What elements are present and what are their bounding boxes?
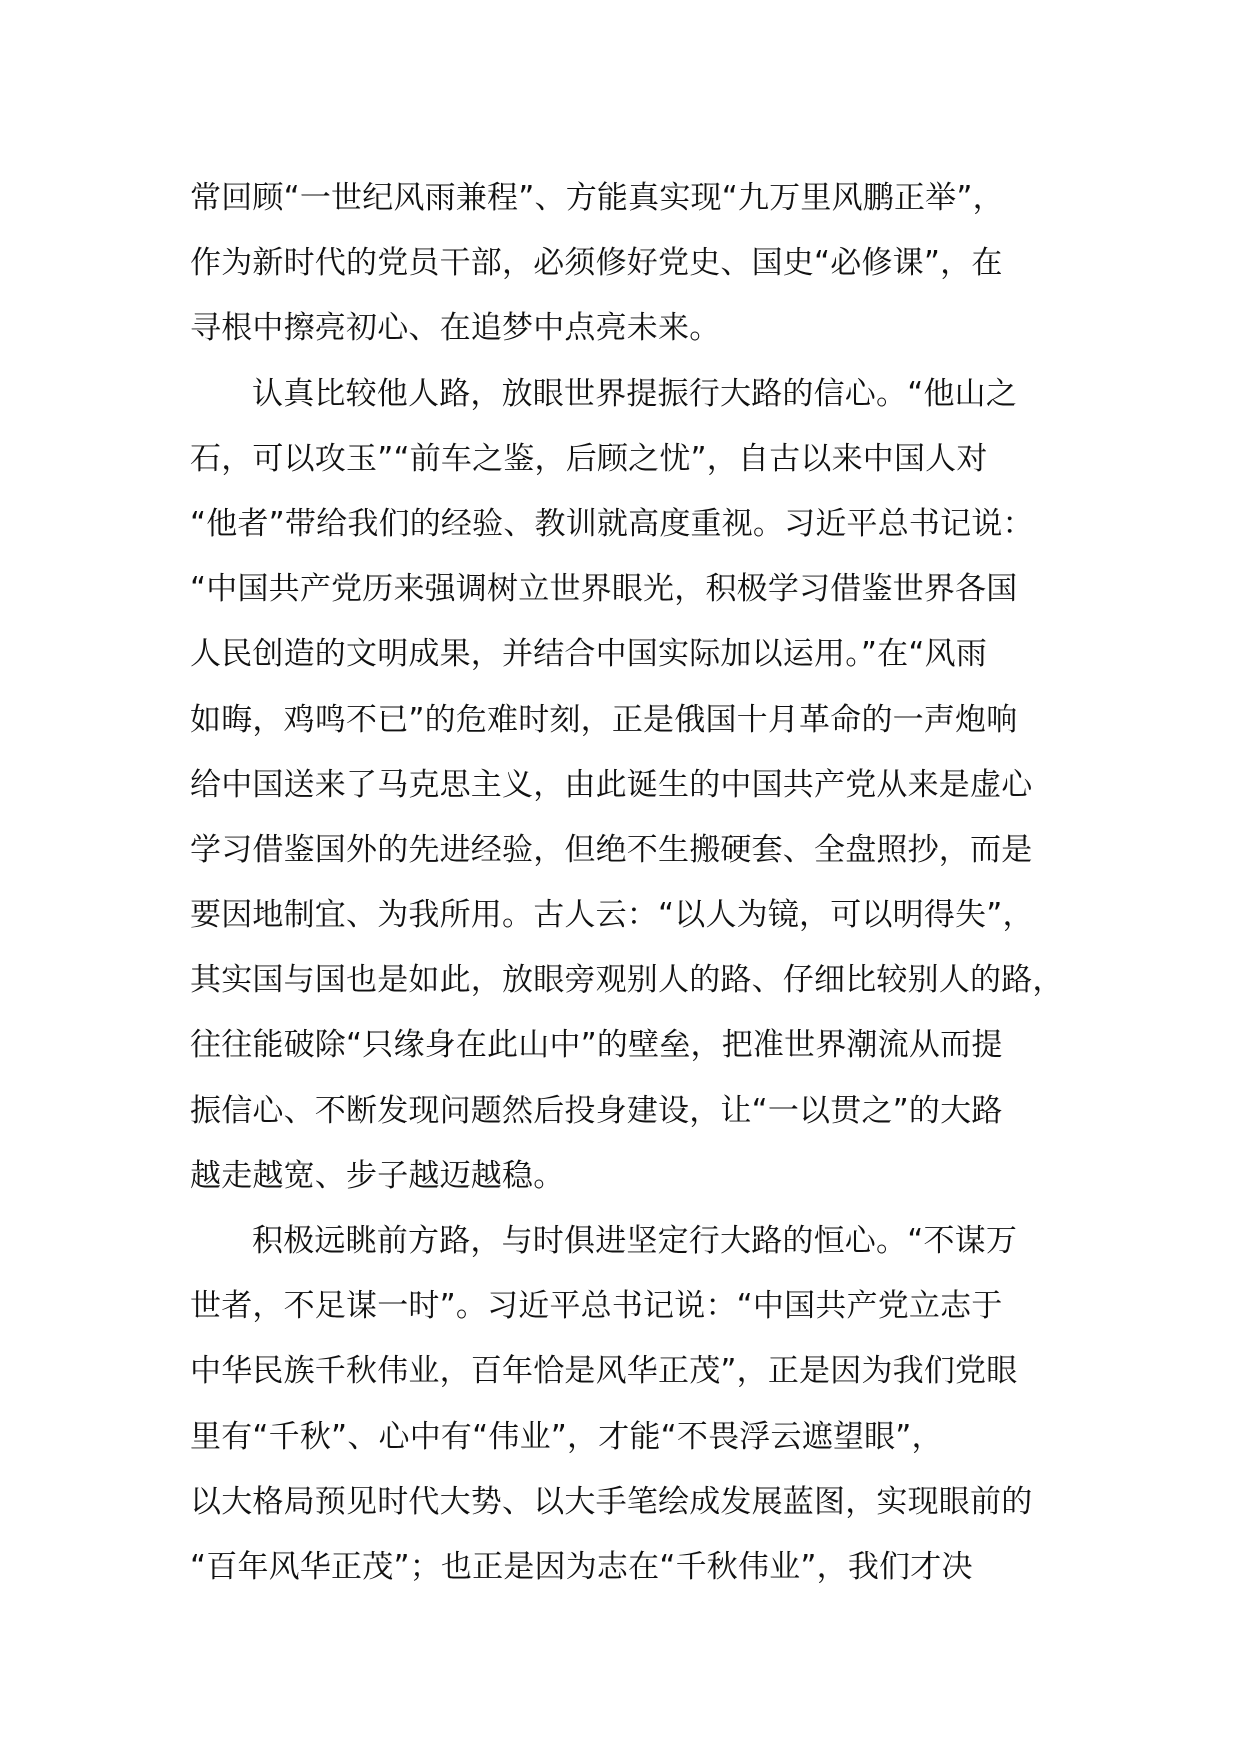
text-line: 人民创造的文明成果，并结合中国实际加以运用。”在“风雨 [190, 636, 988, 673]
text-line: 认真比较他人路，放眼世界提振行大路的信心。“他山之 [252, 375, 1018, 412]
paragraph-1 [190, 166, 1090, 362]
text-line: “百年风华正茂”；也正是因为志在“千秋伟业”，我们才决 [190, 1548, 973, 1585]
text-line: 石，可以攻玉”“前车之鉴，后顾之忧”，自古以来中国人对 [190, 440, 988, 477]
text-line: 给中国送来了马克思主义，由此诞生的中国共产党从来是虚心 [190, 766, 1033, 803]
text-line: “中国共产党历来强调树立世界眼光，积极学习借鉴世界各国 [190, 571, 1018, 608]
paragraph-3 [190, 1209, 1090, 1600]
text-line: 学习借鉴国外的先进经验，但绝不生搬硬套、全盘照抄，而是 [190, 831, 1033, 868]
text-line: 其实国与国也是如此，放眼旁观别人的路、仔细比较别人的路， [190, 962, 1064, 999]
text-line: 越走越宽、步子越迈越稳。 [190, 1157, 565, 1194]
text-line: 振信心、不断发现问题然后投身建设，让“一以贯之”的大路 [190, 1092, 1003, 1129]
paragraph-2 [190, 362, 1090, 1209]
text-line: 中华民族千秋伟业，百年恰是风华正茂”，正是因为我们党眼 [190, 1353, 1018, 1390]
text-line: 常回顾“一世纪风雨兼程”、方能真实现“九万里风鹏正举”， [190, 180, 1004, 216]
text-line: 要因地制宜、为我所用。古人云：“以人为镜，可以明得失”， [190, 897, 1034, 934]
text-line: 寻根中擦亮初心、在追梦中点亮未来。 [190, 310, 721, 347]
text-line: 积极远眺前方路，与时俱进坚定行大路的恒心。“不谋万 [252, 1223, 1018, 1259]
text-line: 往往能破除“只缘身在此山中”的壁垒，把准世界潮流从而提 [190, 1027, 1003, 1064]
text-line: 以大格局预见时代大势、以大手笔绘成发展蓝图，实现眼前的 [190, 1483, 1033, 1520]
text-line: 如晦，鸡鸣不已”的危难时刻，正是俄国十月革命的一声炮响 [190, 701, 1018, 738]
text-line: 世者，不足谋一时”。习近平总书记说：“中国共产党立志于 [190, 1288, 1003, 1325]
text-line: “他者”带给我们的经验、教训就高度重视。习近平总书记说： [190, 505, 1034, 542]
text-line: 里有“千秋”、心中有“伟业”，才能“不畏浮云遮望眼”， [190, 1418, 943, 1455]
body-text [190, 166, 1090, 1600]
text-line: 作为新时代的党员干部，必须修好党史、国史“必修课”，在 [190, 245, 1003, 282]
